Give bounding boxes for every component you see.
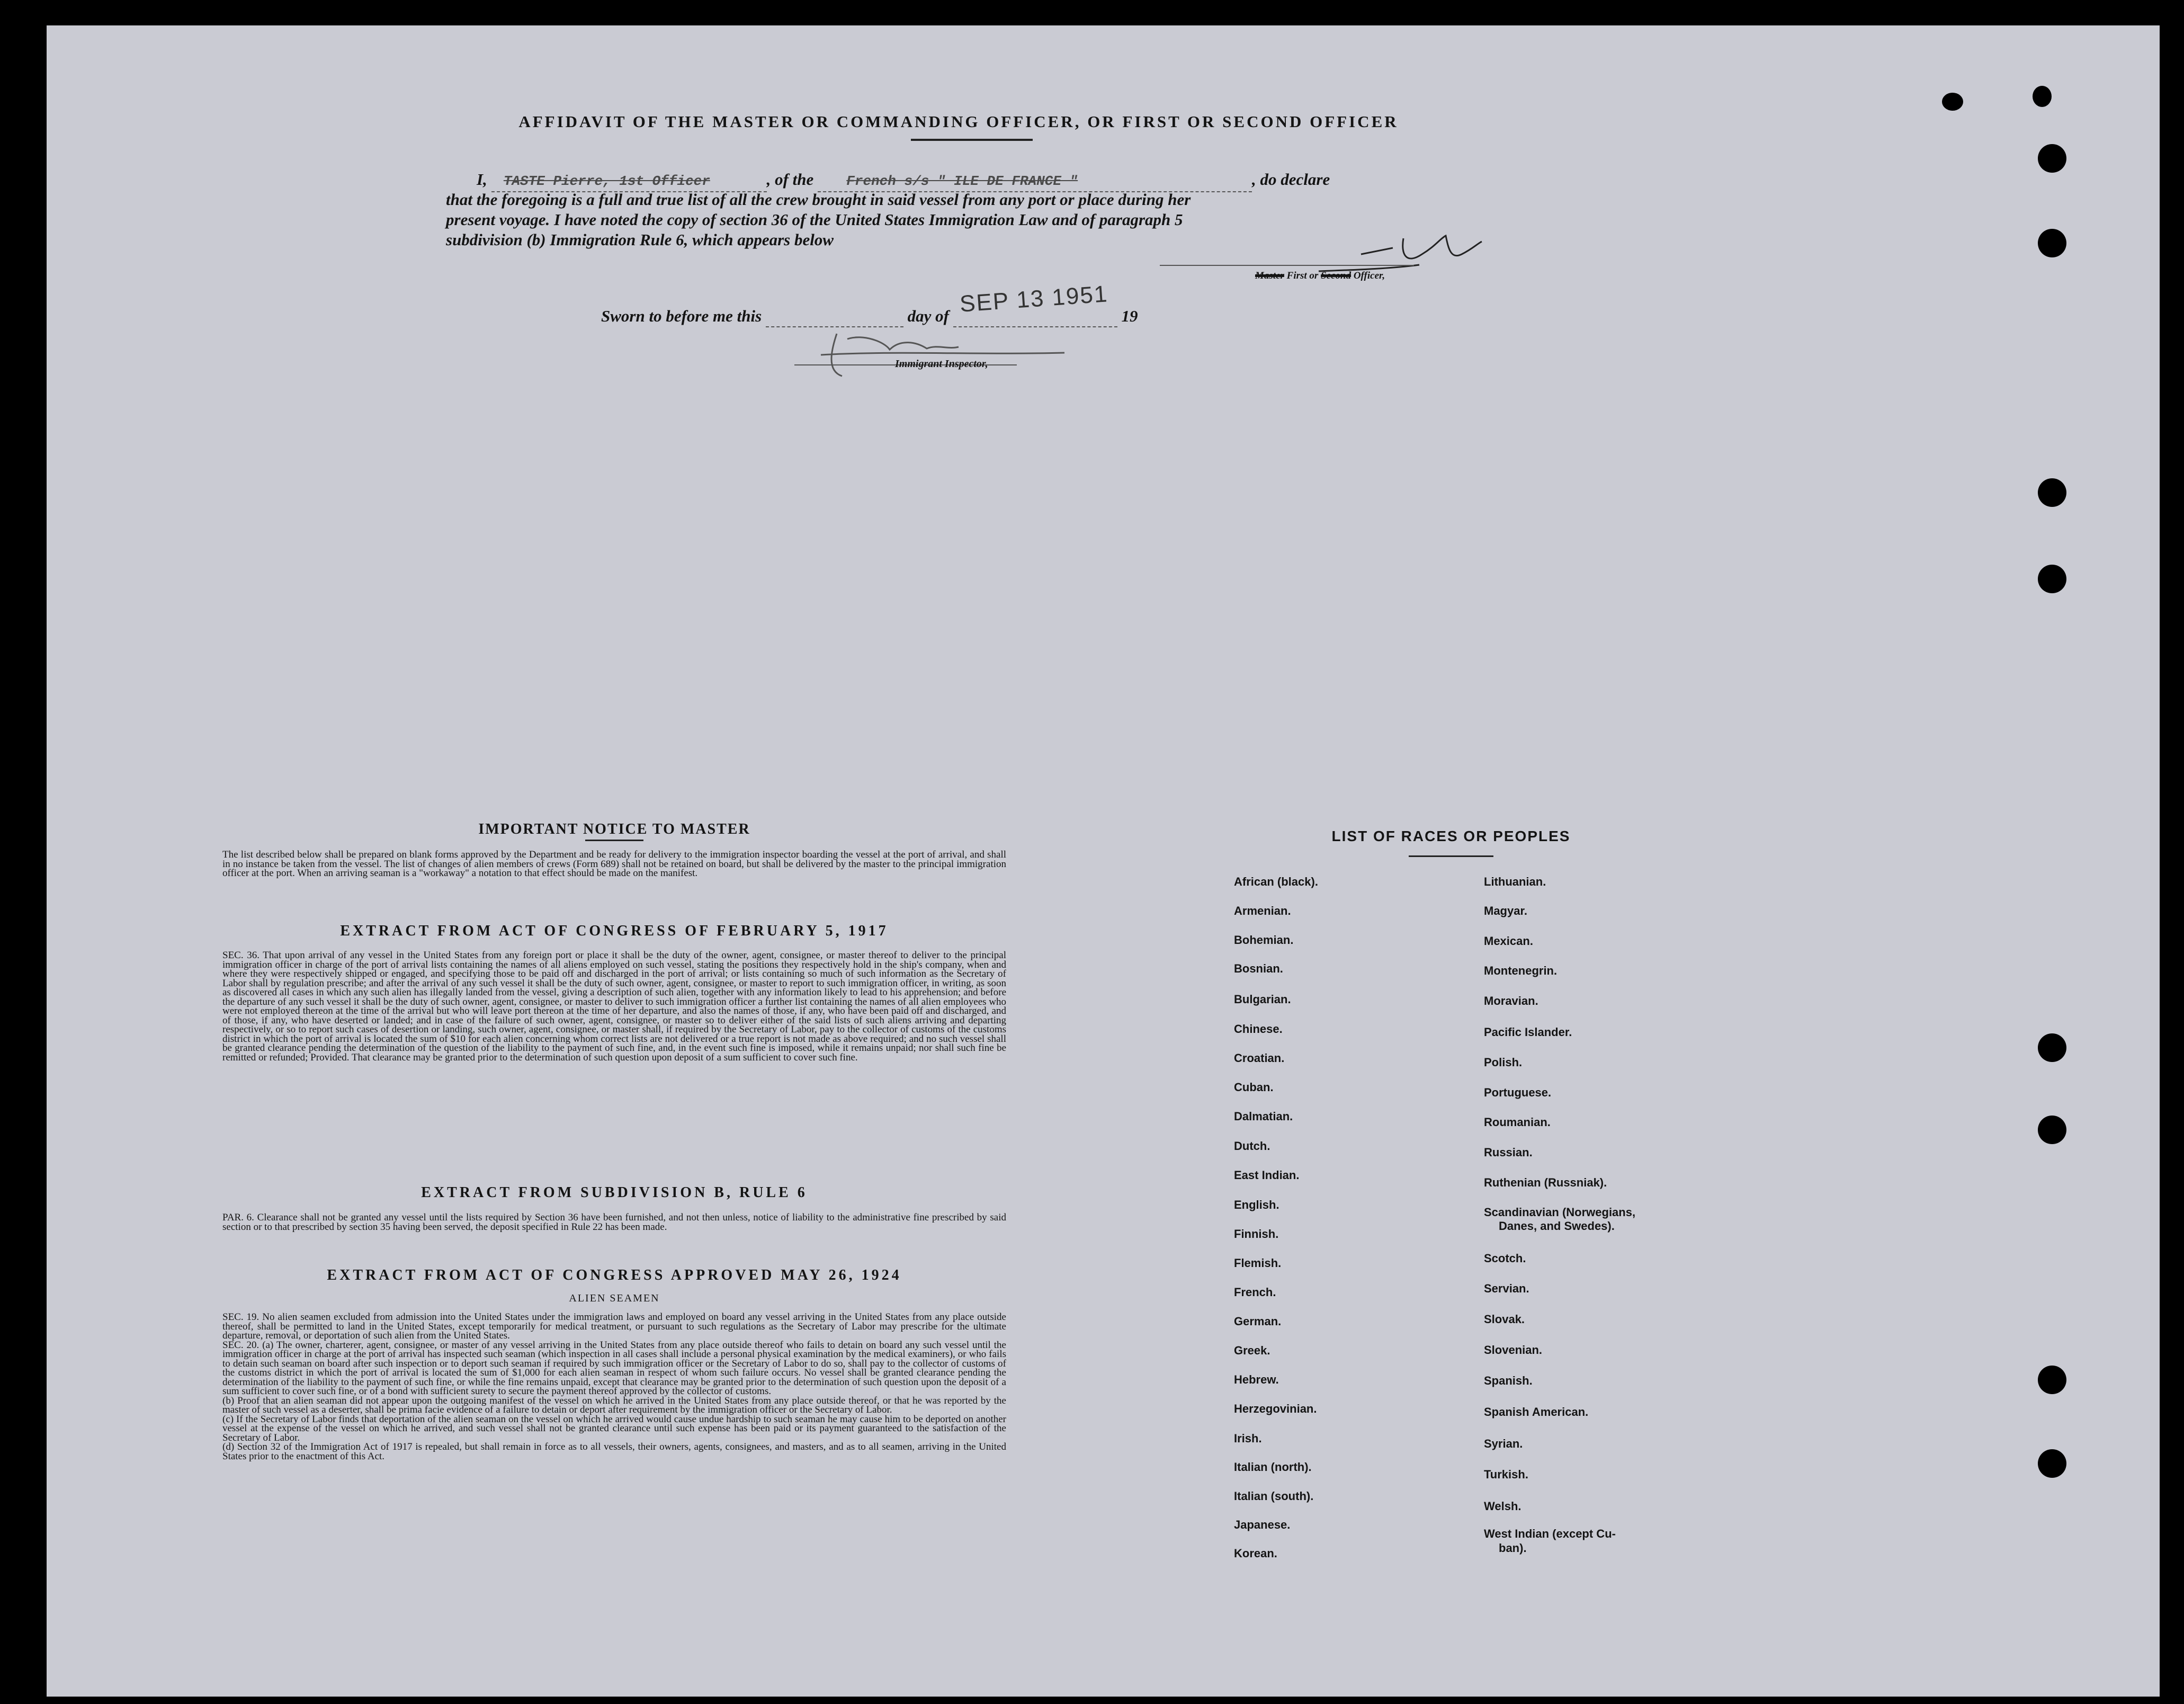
race-item: French. bbox=[1234, 1286, 1276, 1299]
binder-hole bbox=[2038, 1033, 2066, 1062]
sec-20b: (b) Proof that an alien seaman did not appear upon the outgoing manifest of the vessel on which he arrived in the United States from any place outside thereof, or that he was reported by the master of such vessel as a deserter, shall be prima facie evidence of a failure to detain or deport after requirement by the immigration officer or the Secretary of Labor. bbox=[222, 1395, 1006, 1415]
binder-hole bbox=[2038, 1116, 2066, 1144]
race-item: Spanish American. bbox=[1484, 1405, 1589, 1418]
race-item: East Indian. bbox=[1234, 1168, 1300, 1182]
race-item: English. bbox=[1234, 1198, 1279, 1211]
race-item: Pacific Islander. bbox=[1484, 1025, 1572, 1039]
inspector-signature bbox=[757, 318, 1075, 387]
race-item: Servian. bbox=[1484, 1282, 1529, 1295]
races-title: LIST OF RACES OR PEOPLES bbox=[1331, 828, 1571, 844]
affidavit-title-underline bbox=[911, 139, 1033, 141]
sworn-line: Sworn to before me this day of 19 bbox=[601, 306, 1138, 327]
binder-hole bbox=[2038, 1449, 2066, 1478]
race-item: Danes, and Swedes). bbox=[1499, 1219, 1615, 1233]
affidavit-line-2: that the foregoing is a full and true list of all the crew brought in said vessel from any port or place during her bbox=[446, 190, 1191, 209]
affidavit-line-1: I, TASTE Pierre, 1st Officer , of the French s/s " ILE DE FRANCE " , do declare bbox=[477, 169, 1330, 192]
binder-hole bbox=[2038, 565, 2066, 593]
race-item: Croatian. bbox=[1234, 1051, 1285, 1065]
binder-hole bbox=[1942, 93, 1963, 111]
races-title-underline bbox=[1409, 855, 1493, 857]
race-item: Finnish. bbox=[1234, 1227, 1279, 1241]
race-item: Flemish. bbox=[1234, 1256, 1282, 1270]
race-item: Hebrew. bbox=[1234, 1373, 1279, 1386]
race-item: Lithuanian. bbox=[1484, 875, 1546, 888]
sec-19: SEC. 19. No alien seamen excluded from admission into the United States under the immigration laws and employed on board any vessel arriving in the United States from any place outside thereof, shall be permitted to land in the United States, except temporarily for medical treatment, or pursuant to such regulations as the Secretary of Labor may prescribe for the ultimate departure, removal, or deportation of such alien from the United States. bbox=[222, 1312, 1006, 1341]
binder-hole bbox=[2038, 144, 2066, 173]
race-item: Spanish. bbox=[1484, 1374, 1533, 1387]
race-item: Polish. bbox=[1484, 1056, 1523, 1069]
extract-1917-text: SEC. 36. That upon arrival of any vessel in the United States from any foreign port or place it shall be the duty of the owner, agent, consignee, or master thereof to deliver to the principal immigration officer in charge of the port of arrival lists containing the names of all aliens employed on such vessel, stating the positions they respectively hold in the ship's company, when and where they were respectively shipped or engaged, and specifying those to be paid off and discharged in the port of arrival; or lists containing so much of such information as the Secretary of Labor shall by regulation prescribe; and after the arrival of any such vessel it shall be the duty of such owner, agent, consignee, or master to report to such immigration officer, in writing, as soon as discovered all cases in which any such alien has illegally landed from the vessel, giving a description of such alien, together with any information likely to lead to his apprehension; and before the departure of any such vessel it shall be the duty of such owner, agent, consignee, or master to deliver to such immigration officer a further list containing the names of all alien employees who were not employed thereon at the time of the arrival but who will leave port thereon at the time of her departure, and also the names of those, if any, who have been paid off and discharged, and of those, if any, who have deserted or landed; and in case of the failure of such owner, agent, consignee, or master so to deliver either of the said lists of such aliens arriving and departing respectively, or so to report such cases of desertion or landing, such owner, agent, consignee, or master shall, if required by the Secretary of Labor, pay to the collector of customs of the customs district in which the port of arrival is located the sum of $10 for each alien concerning whom correct lists are not delivered or a true report is not made as above required; and no such vessel shall be granted clearance pending the determination of the question of the liability to the payment of such fine, and, in the event such fine is imposed, while it remains unpaid; nor shall such fine be remitted or refunded; Provided. That clearance may be granted prior to the determination of such question upon deposit of a sum sufficient to cover such fine. bbox=[222, 950, 1006, 1063]
race-item: Dutch. bbox=[1234, 1139, 1270, 1153]
officer-name-field: TASTE Pierre, 1st Officer bbox=[503, 173, 710, 189]
extract-rule6-title: EXTRACT FROM SUBDIVISION B, RULE 6 bbox=[421, 1184, 808, 1201]
sec-20c: (c) If the Secretary of Labor finds that deportation of the alien seaman on the vessel on which he arrived would cause undue hardship to such seaman he may cause him to be deported on another vessel at the expense of the vessel on which he arrived, and such vessel shall not be granted clearance until such expense has been paid or its payment guaranteed to the satisfaction of the Secretary of Labor. bbox=[222, 1413, 1006, 1443]
race-item: Dalmatian. bbox=[1234, 1110, 1293, 1123]
extract-1924-text bbox=[222, 1313, 1006, 1461]
race-item: Scandinavian (Norwegians, bbox=[1484, 1206, 1636, 1219]
race-item: Italian (south). bbox=[1234, 1489, 1314, 1503]
race-item: German. bbox=[1234, 1315, 1282, 1328]
race-item: West Indian (except Cu- bbox=[1484, 1527, 1616, 1540]
vessel-name-field: French s/s " ILE DE FRANCE " bbox=[846, 173, 1078, 189]
inspector-label: Immigrant Inspector, bbox=[895, 358, 988, 370]
extract-1924-title: EXTRACT FROM ACT OF CONGRESS APPROVED MAY 26, 1924 bbox=[327, 1267, 902, 1283]
extract-rule6-text: PAR. 6. Clearance shall not be granted any vessel until the lists required by Section 36 have been furnished, and not then unless, notice of liability to the administrative fine prescribed by said section or to that prescribed by section 35 having been served, the deposit specified in Rule 22 has been made. bbox=[222, 1212, 1006, 1233]
race-item: Bulgarian. bbox=[1234, 993, 1291, 1006]
race-item: Russian. bbox=[1484, 1146, 1533, 1159]
extract-1917-title: EXTRACT FROM ACT OF CONGRESS OF FEBRUARY 5, 1917 bbox=[340, 923, 889, 939]
race-item: African (black). bbox=[1234, 875, 1318, 888]
affidavit-line-3: present voyage. I have noted the copy of section 36 of the United States Immigration Law and of paragraph 5 bbox=[446, 210, 1183, 229]
race-item: Chinese. bbox=[1234, 1022, 1283, 1036]
binder-hole bbox=[2038, 229, 2066, 257]
race-item: Turkish. bbox=[1484, 1468, 1528, 1481]
race-item: Armenian. bbox=[1234, 904, 1291, 917]
binder-hole bbox=[2033, 86, 2052, 107]
race-item: Welsh. bbox=[1484, 1500, 1521, 1513]
race-item: Ruthenian (Russniak). bbox=[1484, 1176, 1607, 1189]
race-item: Bosnian. bbox=[1234, 962, 1283, 975]
extract-1924-subtitle: ALIEN SEAMEN bbox=[569, 1292, 660, 1304]
race-item: Bohemian. bbox=[1234, 933, 1294, 947]
affidavit-line-4: subdivision (b) Immigration Rule 6, which appears below bbox=[446, 230, 834, 249]
race-item: Montenegrin. bbox=[1484, 964, 1558, 977]
race-item: Portuguese. bbox=[1484, 1086, 1552, 1099]
sec-20a: SEC. 20. (a) The owner, charterer, agent, consignee, or master of any vessel arriving in the United States from any place outside thereof who fails to detain on board any such vessel until the immigration officer in charge at the port of arrival has inspected such seaman (which inspection in all cases shall include a personal physical examination by the medical examiners), or who fails to detain such seaman on board after such inspection or to deport such seaman if required by such immigration officer or the Secretary of Labor to do so, shall pay to the collector of customs of the customs district in which the port of arrival is located the sum of $1,000 for each alien seaman in respect of whom such failure occurs. No vessel shall be granted clearance pending the determination of the liability to the payment of such fine, or while the fine remains unpaid, except that clearance may be granted prior to the determination of such question upon the deposit of a sum sufficient to cover such fine, or of a bond with sufficient surety to secure the payment thereof approved by the collector of customs. bbox=[222, 1339, 1006, 1397]
race-item: Herzegovinian. bbox=[1234, 1402, 1317, 1415]
race-item: Slovenian. bbox=[1484, 1343, 1543, 1357]
signature-title: Master First or Second Officer, bbox=[1255, 270, 1385, 281]
race-item: Moravian. bbox=[1484, 994, 1538, 1007]
race-item: Italian (north). bbox=[1234, 1460, 1312, 1474]
race-item: Syrian. bbox=[1484, 1437, 1523, 1450]
race-item: Cuban. bbox=[1234, 1081, 1274, 1094]
sec-20d: (d) Section 32 of the Immigration Act of 1917 is repealed, but shall remain in force as to all vessels, their owners, agents, consignees, and masters, and as to all seamen, arriving in the United States prior to the enactment of this Act. bbox=[222, 1441, 1006, 1462]
binder-hole bbox=[2038, 478, 2066, 507]
affidavit-title: AFFIDAVIT OF THE MASTER OR COMMANDING OFFICER, OR FIRST OR SECOND OFFICER bbox=[518, 112, 1399, 131]
race-item: Greek. bbox=[1234, 1344, 1270, 1357]
notice-title: IMPORTANT NOTICE TO MASTER bbox=[478, 821, 750, 837]
date-stamp: SEP 13 1951 bbox=[959, 281, 1109, 317]
binder-hole bbox=[2038, 1366, 2066, 1394]
notice-text: The list described below shall be prepared on blank forms approved by the Department and be ready for delivery to the immigration inspector boarding the vessel at the port of arrival, and shall in no instance be taken from the vessel. The list of changes of alien members of crews (Form 689) shall not be retained on board, but shall be delivered by the master to the principal immigration officer at the port. When an arriving seaman is a "workaway" a notation to that effect should be made on the manifest. bbox=[222, 849, 1006, 879]
race-item: Korean. bbox=[1234, 1547, 1277, 1560]
race-item: Slovak. bbox=[1484, 1313, 1525, 1326]
race-item: Japanese. bbox=[1234, 1518, 1291, 1531]
race-item: Mexican. bbox=[1484, 934, 1533, 948]
race-item: Magyar. bbox=[1484, 904, 1527, 917]
race-item: Irish. bbox=[1234, 1432, 1262, 1445]
race-item: Scotch. bbox=[1484, 1252, 1526, 1265]
race-item: ban). bbox=[1499, 1541, 1527, 1555]
race-item: Roumanian. bbox=[1484, 1116, 1551, 1129]
officer-signature-line bbox=[1160, 265, 1414, 266]
notice-title-underline bbox=[585, 840, 643, 841]
